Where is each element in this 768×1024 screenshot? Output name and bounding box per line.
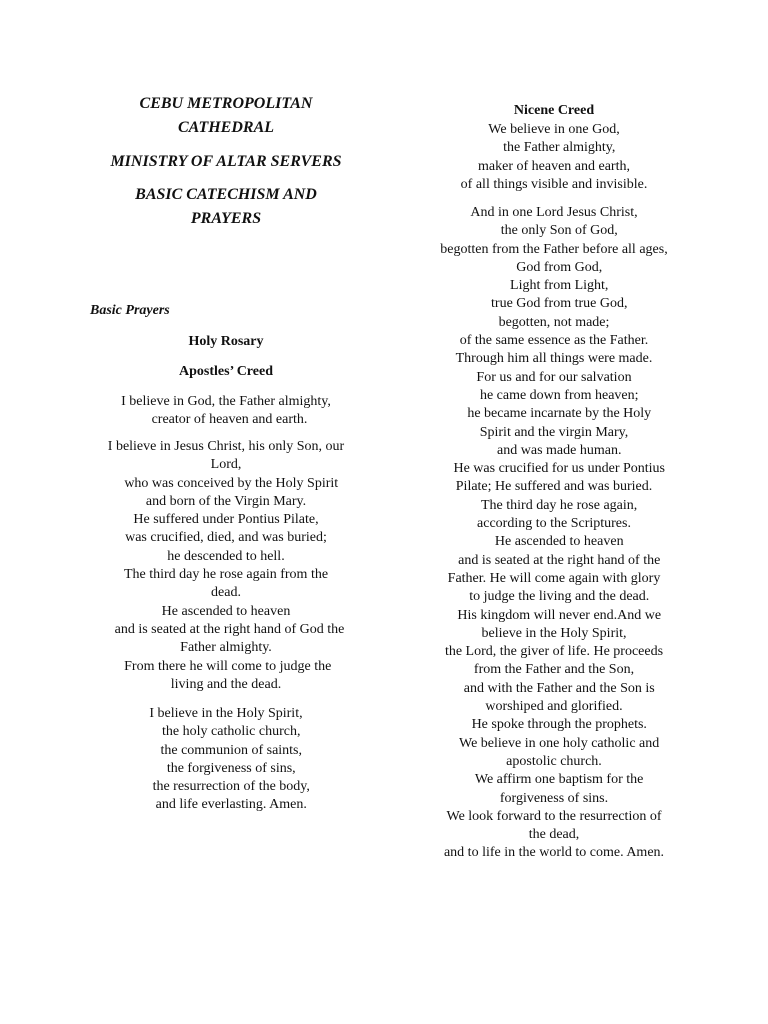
text-line: begotten, not made; <box>498 314 610 330</box>
cathedral-heading <box>85 92 367 140</box>
text-line: true God from true God, <box>480 296 628 312</box>
text-line: and born of the Virgin Mary. <box>145 493 307 509</box>
text-line: the resurrection of the body, <box>142 779 310 795</box>
text-line: the communion of saints, <box>149 742 303 758</box>
apostles-creed-title: Apostles’ Creed <box>179 364 273 379</box>
text-line: We believe in one God, <box>488 122 620 137</box>
text-line: apostolic church. <box>506 753 602 769</box>
text-line: For us and for our salvation <box>476 369 632 385</box>
text-line: the Father almighty, <box>492 140 616 156</box>
apostles-creed-paragraph-2 <box>85 438 367 694</box>
text-line: and is seated at the right hand of God the <box>107 621 345 637</box>
text-line: the Lord, the giver of life. He proceeds <box>444 644 664 660</box>
heading-line: MINISTRY OF ALTAR SERVERS <box>110 153 342 170</box>
ministry-heading <box>85 150 367 174</box>
text-line: I believe in the Holy Spirit, <box>149 706 303 721</box>
text-line: and is seated at the right hand of the <box>447 552 661 568</box>
text-line: And in one Lord Jesus Christ, <box>470 205 638 220</box>
nicene-creed-paragraph-1 <box>423 121 685 194</box>
text-line: Through him all things were made. <box>455 351 653 367</box>
nicene-creed-paragraph-2 <box>423 204 685 863</box>
text-line: forgiveness of sins. <box>499 790 609 806</box>
text-line: God from God, <box>505 259 603 275</box>
text-line: believe in the Holy Spirit, <box>481 625 627 641</box>
text-line: Light from Light, <box>499 278 609 294</box>
text-line: Father almighty. <box>180 640 272 656</box>
rosary-title: Holy Rosary <box>188 334 264 349</box>
text-line: and with the Father and the Son is <box>453 680 655 696</box>
text-line: from the Father and the Son, <box>473 662 635 678</box>
heading-line: PRAYERS <box>190 210 262 227</box>
text-line: He ascended to heaven <box>484 534 624 550</box>
text-line: he descended to hell. <box>167 548 285 564</box>
text-line: living and the dead. <box>170 676 282 692</box>
text-line: Father. He will come again with glory <box>447 570 661 586</box>
nicene-creed-title: Nicene Creed <box>513 103 595 118</box>
text-line: who was conceived by the Holy Spirit <box>113 475 339 491</box>
text-line: he came down from heaven; <box>469 387 639 403</box>
text-line: worshiped and glorified. <box>485 699 623 715</box>
text-line: according to the Scriptures. <box>477 516 631 532</box>
text-line: of the same essence as the Father. <box>459 333 649 349</box>
text-line: creator of heaven and earth. <box>144 412 308 428</box>
text-line: His kingdom will never end.And we <box>446 607 662 623</box>
heading-line: CATHEDRAL <box>177 119 275 136</box>
text-line: He suffered under Pontius Pilate, <box>133 512 319 528</box>
text-line: I believe in Jesus Christ, his only Son, our <box>107 439 345 454</box>
apostles-creed-paragraph-3 <box>85 705 367 815</box>
text-line: He was crucified for us under Pontius <box>442 461 665 477</box>
text-line: to judge the living and the dead. <box>458 589 650 605</box>
text-line: We affirm one baptism for the <box>464 772 644 788</box>
text-line: maker of heaven and earth, <box>478 158 630 174</box>
text-line: begotten from the Father before all ages, <box>440 241 668 257</box>
text-line: From there he will come to judge the <box>120 658 332 674</box>
text-line: was crucified, died, and was buried; <box>125 530 327 546</box>
text-line: and was made human. <box>486 442 622 458</box>
text-line: The third day he rose again from the <box>123 567 329 583</box>
apostles-creed-paragraph-1 <box>85 393 367 430</box>
text-line: The third day he rose again, <box>470 497 638 513</box>
text-line: We look forward to the resurrection of <box>446 808 662 824</box>
text-line: and life everlasting. Amen. <box>145 797 307 813</box>
text-line: the forgiveness of sins, <box>156 760 296 776</box>
text-line: He ascended to heaven <box>161 603 291 619</box>
section-label: Basic Prayers <box>90 303 170 318</box>
text-line: Pilate; He suffered and was buried. <box>455 479 653 495</box>
heading-line: BASIC CATECHISM AND <box>135 186 317 203</box>
text-line: dead. <box>211 585 241 601</box>
text-line: Spirit and the virgin Mary, <box>479 424 629 440</box>
text-line: the holy catholic church, <box>151 724 301 740</box>
text-line: the only Son of God, <box>490 223 618 239</box>
heading-line: CEBU METROPOLITAN <box>139 95 313 112</box>
text-line: and to life in the world to come. Amen. <box>443 845 665 861</box>
text-line: the dead, <box>528 827 580 843</box>
document-title <box>85 183 367 231</box>
text-line: Lord, <box>210 457 242 473</box>
text-line: We believe in one holy catholic and <box>448 735 660 751</box>
text-line: he became incarnate by the Holy <box>456 406 652 422</box>
text-line: He spoke through the prophets. <box>461 717 647 733</box>
text-line: I believe in God, the Father almighty, <box>121 394 331 409</box>
text-line: of all things visible and invisible. <box>460 176 648 192</box>
